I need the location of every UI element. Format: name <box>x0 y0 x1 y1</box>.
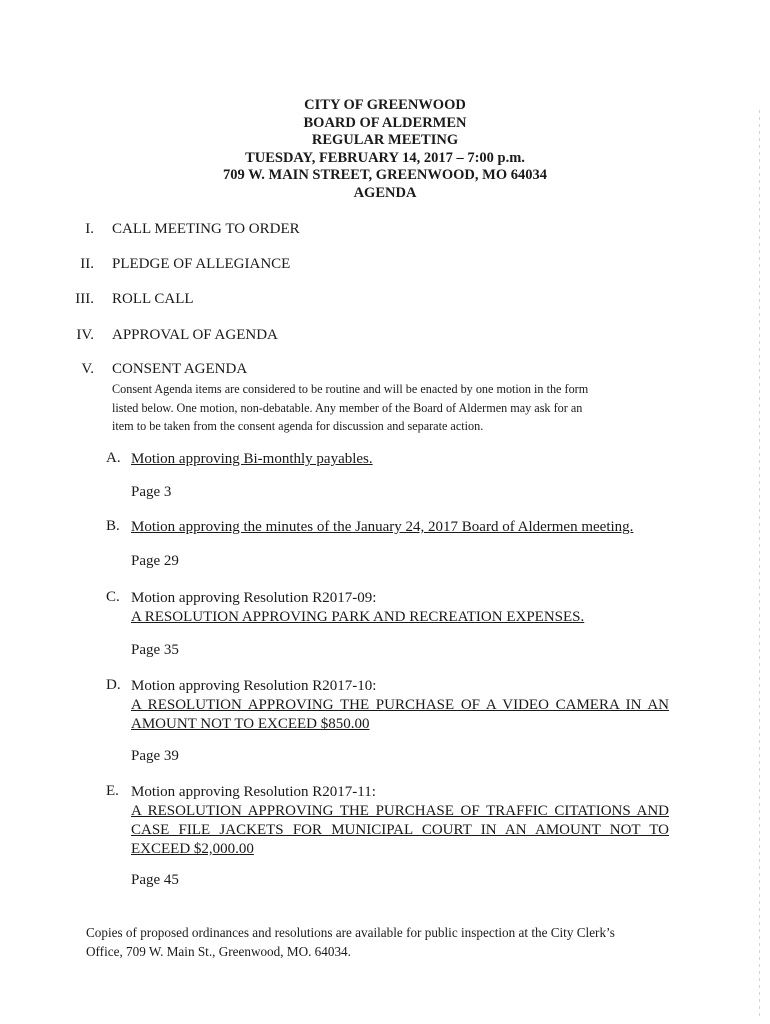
consent-item-motion: Motion approving Resolution R2017-11: <box>131 784 376 800</box>
consent-item-motion: Motion approving Resolution R2017-09: <box>131 590 377 606</box>
consent-item-body <box>131 783 669 859</box>
item-label: CONSENT AGENDA <box>112 361 248 377</box>
consent-item-body <box>131 589 584 627</box>
meeting-address: 709 W. MAIN STREET, GREENWOOD, MO 64034 <box>222 167 547 183</box>
item-label: PLEDGE OF ALLEGIANCE <box>112 256 291 272</box>
resolution-title-line: A RESOLUTION APPROVING THE PURCHASE OF A VIDEO CAMERA IN AN <box>131 697 669 713</box>
page-reference: Page 35 <box>131 642 179 658</box>
consent-item-motion: Motion approving Resolution R2017-10: <box>131 678 377 694</box>
footer-line: Office, 709 W. Main St., Greenwood, MO. 64034. <box>86 943 351 959</box>
consent-item-body <box>131 450 373 469</box>
consent-description-line: item to be taken from the consent agenda for discussion and separate action. <box>112 419 484 433</box>
item-label: APPROVAL OF AGENDA <box>112 327 278 343</box>
resolution-title-line: CASE FILE JACKETS FOR MUNICIPAL COURT IN AN AMOUNT NOT TO <box>131 822 669 838</box>
item-number: IV. <box>76 327 94 343</box>
resolution-title-line: A RESOLUTION APPROVING PARK AND RECREATION EXPENSES. <box>131 609 585 625</box>
page-reference: Page 3 <box>131 484 172 500</box>
document-header <box>0 97 770 202</box>
page-reference: Page 29 <box>131 553 179 569</box>
resolution-title-line: AMOUNT NOT TO EXCEED $850.00 <box>131 716 370 732</box>
item-label: ROLL CALL <box>112 291 194 307</box>
item-number: V. <box>81 361 94 377</box>
meeting-date: TUESDAY, FEBRUARY 14, 2017 – 7:00 p.m. <box>245 149 525 166</box>
footer-line: Copies of proposed ordinances and resolutions are available for public inspection at the City Clerk’s <box>86 925 615 940</box>
consent-item-letter: C. <box>106 589 120 605</box>
board-name: BOARD OF ALDERMEN <box>303 114 467 131</box>
meeting-type: REGULAR MEETING <box>311 132 459 148</box>
scan-edge-mark <box>759 110 760 1020</box>
consent-item-body <box>131 677 669 734</box>
consent-item-motion: Motion approving Bi-monthly payables. <box>131 451 373 467</box>
resolution-title-line: A RESOLUTION APPROVING THE PURCHASE OF TRAFFIC CITATIONS AND <box>131 803 669 819</box>
consent-item-letter: D. <box>106 677 121 693</box>
consent-item-letter: B. <box>106 518 120 534</box>
consent-description-line: listed below. One motion, non-debatable. Any member of the Board of Aldermen may ask for an <box>112 400 583 415</box>
consent-item-letter: E. <box>106 783 119 799</box>
item-number: II. <box>80 256 94 272</box>
document-title: AGENDA <box>353 184 417 201</box>
page-reference: Page 45 <box>131 872 179 888</box>
consent-description-line: Consent Agenda items are considered to be routine and will be enacted by one motion in the form <box>112 382 589 396</box>
consent-item-letter: A. <box>106 450 121 466</box>
footer-note <box>86 924 686 961</box>
item-number: III. <box>75 291 94 307</box>
consent-description <box>112 380 672 436</box>
item-label: CALL MEETING TO ORDER <box>112 221 300 237</box>
page-reference: Page 39 <box>131 748 179 764</box>
consent-item-motion: Motion approving the minutes of the January 24, 2017 Board of Aldermen meeting. <box>131 519 634 535</box>
resolution-title-line: EXCEED $2,000.00 <box>131 841 254 857</box>
consent-item-body <box>131 518 633 537</box>
item-number: I. <box>85 221 94 237</box>
city-name: CITY OF GREENWOOD <box>304 97 466 113</box>
